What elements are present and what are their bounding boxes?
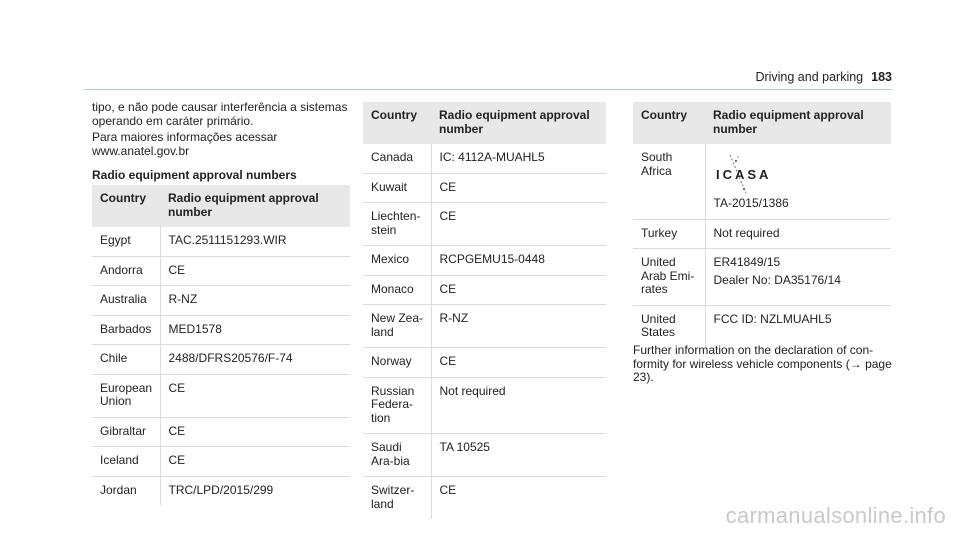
approval-cell: MED1578 [160,315,350,345]
approval-cell: CE [431,348,606,378]
header-rule [84,89,892,90]
country-cell: Switzer-land [363,477,431,520]
approval-cell: CE [431,173,606,203]
approval-cell [705,144,891,219]
country-cell: Russian Federa-tion [363,377,431,434]
country-cell: Kuwait [363,173,431,203]
intro-link[interactable]: www.anatel.gov.br [92,143,190,158]
table-row [92,286,350,316]
approval-table-2 [363,102,606,519]
country-cell: Gibraltar [92,417,160,447]
intro-line: Para maiores informações acessar [92,130,278,144]
approval-cell: CE [160,374,350,417]
country-cell: Norway [363,348,431,378]
approval-cell: CE [431,203,606,246]
intro-line: tipo, e não pode causar interferência a sistemas [92,100,348,114]
intro-paragraph-1 [92,101,357,128]
table-row [92,476,350,505]
table-row [363,305,606,348]
table-row [363,246,606,276]
country-cell: Jordan [92,476,160,505]
approval-cell: TAC.2511151293.WIR [160,227,350,256]
approval-cell: Not required [431,377,606,434]
section-heading: Radio equipment approval numbers [92,168,297,182]
approval-cell: RCPGEMU15-0448 [431,246,606,276]
page-number: 183 [871,70,892,84]
country-cell: Chile [92,345,160,375]
approval-cell-line: ER41849/15 [713,255,781,269]
country-cell: Barbados [92,315,160,345]
table-row [363,275,606,305]
table-row [363,348,606,378]
table-header-row [633,102,891,144]
table-row [92,447,350,477]
table-row [363,203,606,246]
approval-cell: CE [160,256,350,286]
country-cell: United States [633,305,705,348]
table-row [363,144,606,173]
country-cell: Turkey [633,219,705,249]
approval-cell: 2488/DFRS20576/F-74 [160,345,350,375]
approval-header: Radio equipment approval number [705,102,891,144]
table-row [92,374,350,417]
table-row [92,417,350,447]
country-cell: European Union [92,374,160,417]
country-cell: United Arab Emi-rates [633,249,705,306]
page-header [755,70,892,84]
intro-paragraph-2 [92,131,357,158]
country-cell: Liechten-stein [363,203,431,246]
icasa-logo-text: ICASA [715,167,771,182]
table-row [363,434,606,477]
country-cell: Iceland [92,447,160,477]
table-row [92,227,350,256]
approval-cell: IC: 4112A-MUAHL5 [431,144,606,173]
table-row [633,249,891,306]
table-row [363,377,606,434]
watermark: carmanualsonline.info [725,503,946,528]
approval-cell: CE [439,483,457,497]
approval-cell: R-NZ [431,305,606,348]
table-row [363,477,606,520]
country-cell: Andorra [92,256,160,286]
icasa-logo-icon [714,153,886,197]
table-row [633,144,891,219]
country-cell: Australia [92,286,160,316]
country-cell: South Africa [633,144,705,219]
approval-cell: TRC/LPD/2015/299 [168,482,274,497]
intro-text [92,101,357,161]
approval-cell: R-NZ [160,286,350,316]
approval-header: Radio equipment approval number [431,102,606,144]
country-header: Country [633,102,705,144]
approval-cell: TA 10525 [431,434,606,477]
table-header-row [363,102,606,144]
country-cell: New Zea-land [363,305,431,348]
country-header: Country [363,102,431,144]
country-cell: Monaco [363,275,431,305]
intro-line: operando em caráter primário. [92,113,254,128]
approval-table-1 [92,185,350,505]
section-title: Driving and parking [755,70,864,84]
country-cell: Canada [363,144,431,173]
table-row [363,173,606,203]
approval-header: Radio equipment approval number [160,185,350,227]
approval-cell: CE [160,417,350,447]
approval-cell-text: TA-2015/1386 [713,196,789,210]
approval-cell [705,249,891,306]
approval-cell: CE [160,447,350,477]
table-row [633,305,891,348]
table-row [633,219,891,249]
approval-cell: FCC ID: NZLMUAHL5 [713,311,832,326]
table-row [92,345,350,375]
approval-cell-line: Dealer No: DA35176/14 [713,272,841,287]
approval-cell: CE [431,275,606,305]
country-cell: Egypt [92,227,160,256]
approval-cell: Not required [705,219,891,249]
icasa-logo-graphic [714,153,778,197]
table-row [92,256,350,286]
table-row [92,315,350,345]
country-header: Country [92,185,160,227]
table-header-row [92,185,350,227]
country-cell: Saudi Ara-bia [363,434,431,477]
country-cell: Mexico [363,246,431,276]
approval-table-3 [633,102,891,348]
declaration-note: Further information on the declaration of con-formity for wireless vehicle components (→ page 23). [633,343,892,384]
